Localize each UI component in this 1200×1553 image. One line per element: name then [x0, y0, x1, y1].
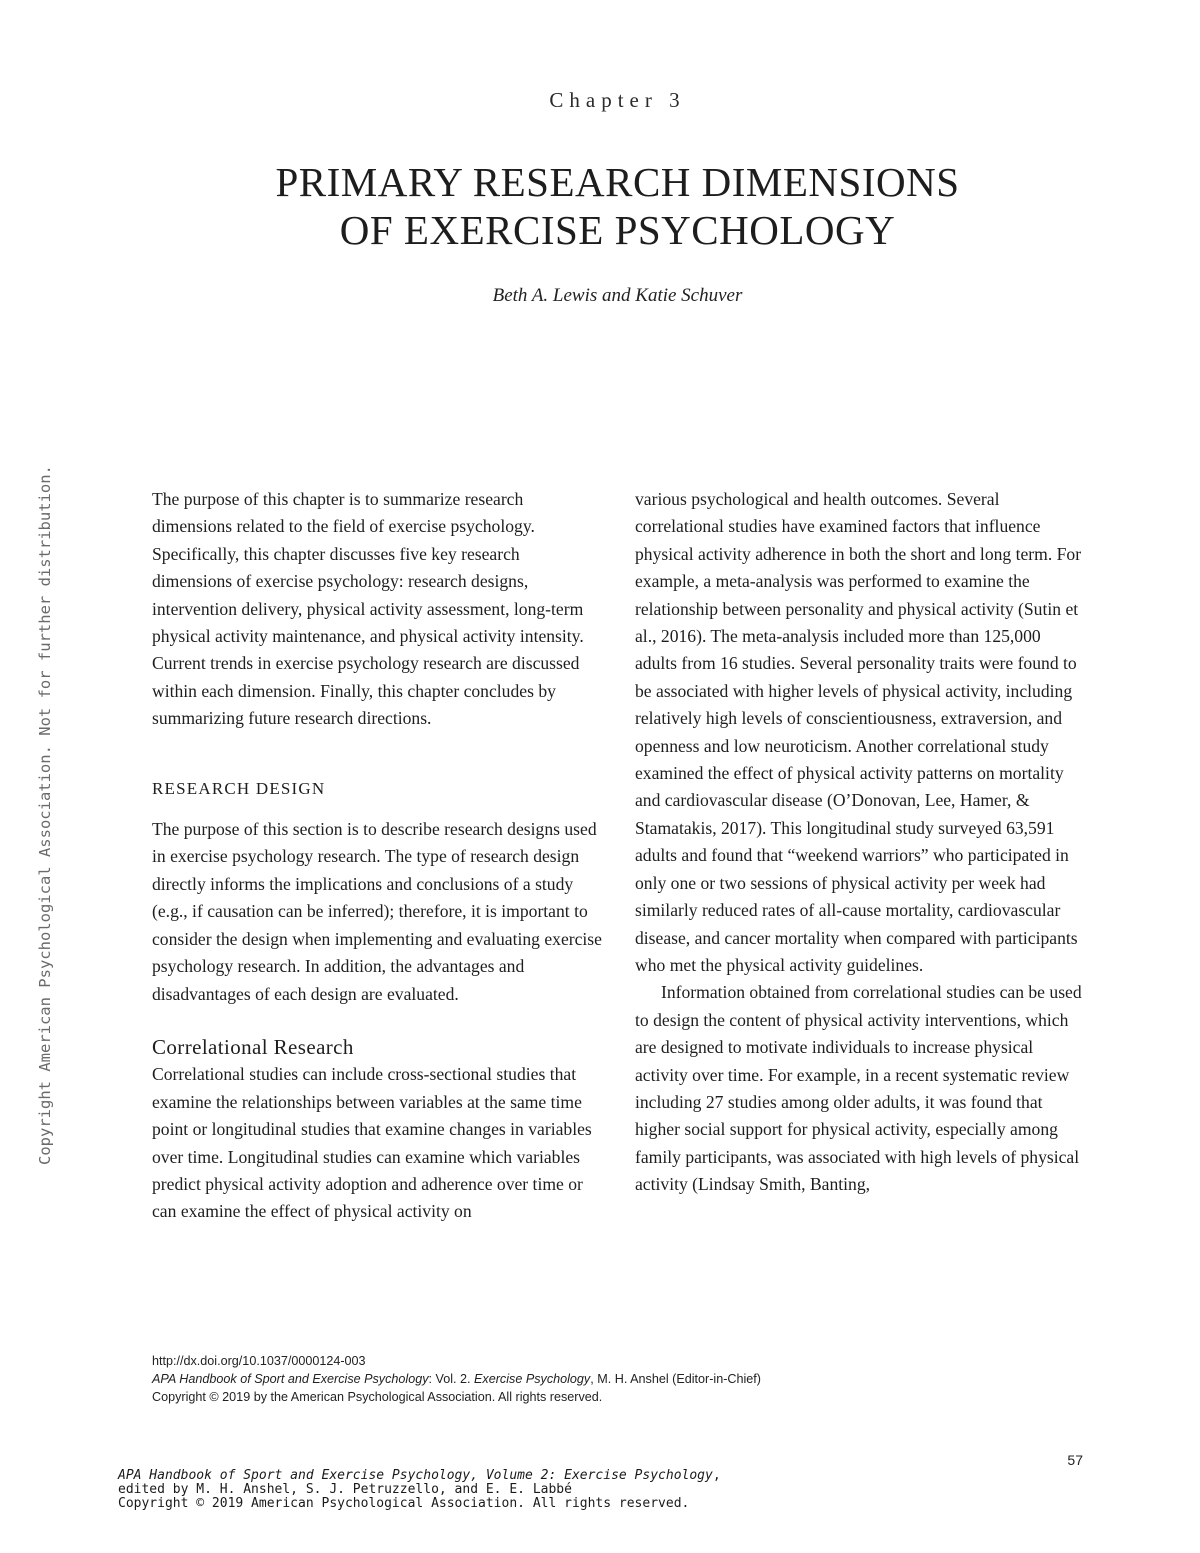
authors: Beth A. Lewis and Katie Schuver — [492, 285, 743, 306]
subsection-heading-correlational-research: Correlational Research — [152, 1034, 354, 1059]
stamp-line-1 — [118, 1469, 721, 1483]
right-column — [635, 486, 1085, 1199]
section-heading-research-design: RESEARCH DESIGN — [152, 778, 326, 798]
stamp-comma: , — [712, 1468, 721, 1483]
volume-title: Exercise Psychology — [474, 1372, 591, 1386]
chapter-label: Chapter 3 — [549, 88, 686, 112]
book-volume: : Vol. 2. — [428, 1372, 475, 1386]
stamp-title: APA Handbook of Sport and Exercise Psychology, Volume 2: Exercise Psychology — [118, 1468, 713, 1483]
footnote-copyright: Copyright © 2019 by the American Psychological Association. All rights reserved. — [152, 1390, 603, 1404]
stamp-line-2: edited by M. H. Anshel, S. J. Petruzzello, and E. E. Labbé — [118, 1482, 572, 1497]
citation-line — [152, 1370, 1052, 1388]
chapter-title-line-2: OF EXERCISE PSYCHOLOGY — [339, 207, 896, 253]
chapter-title — [0, 158, 1200, 254]
doi-link[interactable]: http://dx.doi.org/10.1037/0000124-003 — [152, 1354, 366, 1368]
stamp-line-3: Copyright © 2019 American Psychological Association. All rights reserved. — [118, 1496, 690, 1511]
page-number: 57 — [1067, 1452, 1083, 1468]
left-column — [152, 486, 602, 1226]
correlational-research-paragraph: Correlational studies can include cross-sectional studies that examine the relationships between variables at the same time point or longitudinal studies that examine changes in variables over time. Longitudinal studies can examine which variables predict physical activity adoption and adherence over time or can examine the effect of physical activity on — [152, 1064, 592, 1222]
intro-paragraph: The purpose of this chapter is to summarize research dimensions related to the field of exercise psychology. Specifically, this chapter discusses five key research dimensions of exercise psychology: research designs, intervention delivery, physical activity assessment, long-term physical activity maintenance, and physical activity intensity. Current trends in exercise psychology research are discussed within each dimension. Finally, this chapter concludes by summarizing future research directions. — [152, 489, 584, 729]
right-paragraph-2: Information obtained from correlational studies can be used to design the content of physical activity interventions, which are designed to motivate individuals to increase physical activity over time. For example, in a recent systematic review including 27 studies among older adults, it was found that higher social support for physical activity, especially among family participants, was associated with high levels of physical activity (Lindsay Smith, Banting, — [635, 982, 1082, 1195]
footnote — [152, 1352, 1052, 1406]
right-paragraph-1: various psychological and health outcomes. Several correlational studies have examined factors that influence physical activity adherence in both the short and long term. For example, a meta-analysis was performed to examine the relationship between personality and physical activity (Sutin et al., 2016). The meta-analysis included more than 125,000 adults from 16 studies. Several personality traits were found to be associated with higher levels of physical activity, including relatively high levels of conscientiousness, extraversion, and openness and low neuroticism. Another correlational study examined the effect of physical activity patterns on mortality and cardiovascular disease (O’Donovan, Lee, Hamer, & Stamatakis, 2017). This longitudinal study surveyed 63,591 adults and found that “weekend warriors” who participated in only one or two sessions of physical activity per week had similarly reduced rates of all-cause mortality, cardiovascular disease, and cancer mortality when compared with participants who met the physical activity guidelines. — [635, 489, 1082, 975]
editor: , M. H. Anshel (Editor-in-Chief) — [590, 1372, 761, 1386]
chapter-title-line-1: PRIMARY RESEARCH DIMENSIONS — [275, 159, 960, 205]
copyright-watermark: Copyright American Psychological Association. Not for further distribution. — [36, 465, 54, 1165]
copyright-stamp — [118, 1469, 721, 1511]
research-design-paragraph: The purpose of this section is to describe research designs used in exercise psychology research. The type of research design directly informs the implications and conclusions of a study (e.g., if causation can be inferred); therefore, it is important to consider the design when implementing and evaluating exercise psychology research. In addition, the advantages and disadvantages of each design are evaluated. — [152, 819, 602, 1004]
book-title: APA Handbook of Sport and Exercise Psychology — [152, 1372, 429, 1386]
